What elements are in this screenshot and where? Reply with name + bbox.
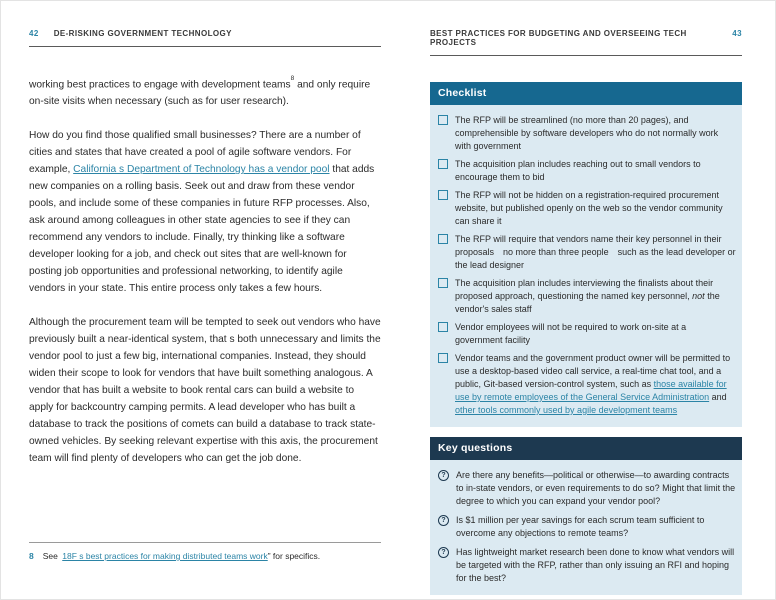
item-text: The acquisition plan includes interviewing the finalists about their proposed approach, questioning the named key personnel, bbox=[455, 278, 714, 301]
footnote-text: See bbox=[42, 551, 61, 561]
key-questions-header: Key questions bbox=[430, 437, 742, 460]
question-circle-icon: ? bbox=[438, 547, 449, 558]
footnote-reference[interactable]: 8 bbox=[290, 75, 295, 82]
checklist-item bbox=[438, 114, 736, 153]
checklist-item-text bbox=[455, 158, 736, 184]
emphasis-text: not bbox=[692, 291, 705, 301]
checkbox-icon[interactable] bbox=[438, 159, 448, 169]
running-head-right bbox=[430, 29, 742, 56]
checklist-item bbox=[438, 321, 736, 347]
item-text: Vendor teams and the government product owner will be permitted to use a desktop-based video call service, a real-time chat tool, and a public, Git-based version-control system, such as bbox=[455, 353, 731, 389]
footnote bbox=[29, 542, 381, 562]
key-question-text: Has lightweight market research been done to know what vendors will be targeted with the RFP, rather than only issuing an RFI and hoping for the best? bbox=[456, 547, 735, 583]
checklist-item-text bbox=[455, 277, 736, 316]
paragraph-2 bbox=[29, 127, 381, 297]
key-questions-body bbox=[430, 460, 742, 595]
left-body-text bbox=[29, 73, 381, 467]
running-title-left: DE-RISKING GOVERNMENT TECHNOLOGY bbox=[53, 29, 232, 38]
footnote-text-cont: ” for specifics. bbox=[267, 551, 321, 561]
key-question-text: Is $1 million per year savings for each scrum team sufficient to overcome any objections to remote teams? bbox=[456, 515, 705, 538]
running-head-left bbox=[29, 29, 381, 47]
item-text: Vendor employees will not be required to work on-site at a government facility bbox=[455, 322, 687, 345]
checklist-item-text bbox=[455, 233, 736, 272]
item-text: The RFP will require that vendors name their key personnel in their proposals no more than three people such as the lead developer or the lead designer bbox=[455, 234, 736, 270]
checklist-item-text bbox=[455, 189, 736, 228]
key-question-text: Are there any benefits—political or otherwise—to awarding contracts to in-state vendors, or even requirements to do so? Might that limit the degree to which you can expand your vendor pool? bbox=[456, 470, 736, 506]
checkbox-icon[interactable] bbox=[438, 234, 448, 244]
question-circle-icon: ? bbox=[438, 470, 449, 481]
checklist-item-text bbox=[455, 352, 736, 417]
key-question-item bbox=[438, 469, 736, 508]
item-text: the vendor's sales staff bbox=[455, 291, 720, 314]
key-question-item bbox=[438, 546, 736, 585]
checklist-item-text bbox=[455, 114, 736, 153]
question-circle-icon: ? bbox=[438, 515, 449, 526]
checklist-item-text bbox=[455, 321, 736, 347]
paragraph-2-text-cont: that adds new companies on a rolling basis. Seek out and draw from these vendor pools, and include some of these companies in future RFP processes. Also, ask around among colleagues in other state agencies to see if they can recommend any vendors to include. Finally, try thinking like a software developer looking for a job, and check out sites that are well-known for posting job opportunities and professional networking, to identify agile vendors in your state. This entire process only takes a few hours. bbox=[29, 164, 375, 295]
page-number-right: 43 bbox=[732, 29, 742, 38]
item-text: The RFP will be streamlined (no more than 20 pages), and comprehensible by software developers who do not normally work with government bbox=[455, 115, 719, 151]
footnote-link[interactable]: 18F s best practices for making distributed teams work bbox=[62, 551, 268, 561]
checkbox-icon[interactable] bbox=[438, 115, 448, 125]
checklist-header: Checklist bbox=[430, 82, 742, 105]
paragraph-3: Although the procurement team will be tempted to seek out vendors who have previously built a near-identical system, that s both unnecessary and limits the vendor pool to just a few big, international companies. Instead, they should widen their scope to look for vendors that have built something analogous. A vendor that has built a website to book rental cars can build a website to apply for backcountry camping permits. A lead developer who has built a database to track the positions of comets can build a database to track state-owned vehicles. By seeking relevant expertise with this axis, the procurement team will find plenty of developers who can get the job done. bbox=[29, 317, 381, 465]
item-text: The acquisition plan includes reaching out to small vendors to encourage them to bid bbox=[455, 159, 701, 182]
item-text: and bbox=[709, 392, 727, 402]
checklist-item bbox=[438, 277, 736, 316]
key-question-item bbox=[438, 514, 736, 540]
checkbox-icon[interactable] bbox=[438, 322, 448, 332]
inline-link[interactable]: other tools commonly used by agile development teams bbox=[455, 405, 678, 415]
vendor-pool-link[interactable]: California s Department of Technology has a vendor pool bbox=[73, 164, 330, 176]
checklist-item bbox=[438, 233, 736, 272]
page-left bbox=[29, 29, 381, 561]
running-title-right: BEST PRACTICES FOR BUDGETING AND OVERSEEING TECH PROJECTS bbox=[430, 29, 687, 47]
page-number-left: 42 bbox=[29, 29, 39, 38]
checklist-body bbox=[430, 105, 742, 427]
paragraph-1-text-cont: and only require on-site visits when necessary (such as for user research). bbox=[29, 79, 371, 108]
page-right bbox=[430, 29, 742, 595]
paragraph-1-text: working best practices to engage with development teams bbox=[29, 79, 291, 91]
item-text: The RFP will not be hidden on a registration-required procurement website, but published openly on the web so the vendor community can share it bbox=[455, 190, 723, 226]
paragraph-1 bbox=[29, 73, 381, 110]
checklist-item bbox=[438, 189, 736, 228]
checklist-item bbox=[438, 352, 736, 417]
paragraph-2-text: How do you find those qualified small businesses? There are a number of cities and states that have created a pool of agile software vendors. For example, bbox=[29, 130, 361, 176]
checkbox-icon[interactable] bbox=[438, 278, 448, 288]
inline-link[interactable]: those available for use by remote employees of the General Service Administration bbox=[455, 379, 727, 402]
checkbox-icon[interactable] bbox=[438, 353, 448, 363]
checklist-item bbox=[438, 158, 736, 184]
checkbox-icon[interactable] bbox=[438, 190, 448, 200]
footnote-number: 8 bbox=[29, 551, 34, 561]
